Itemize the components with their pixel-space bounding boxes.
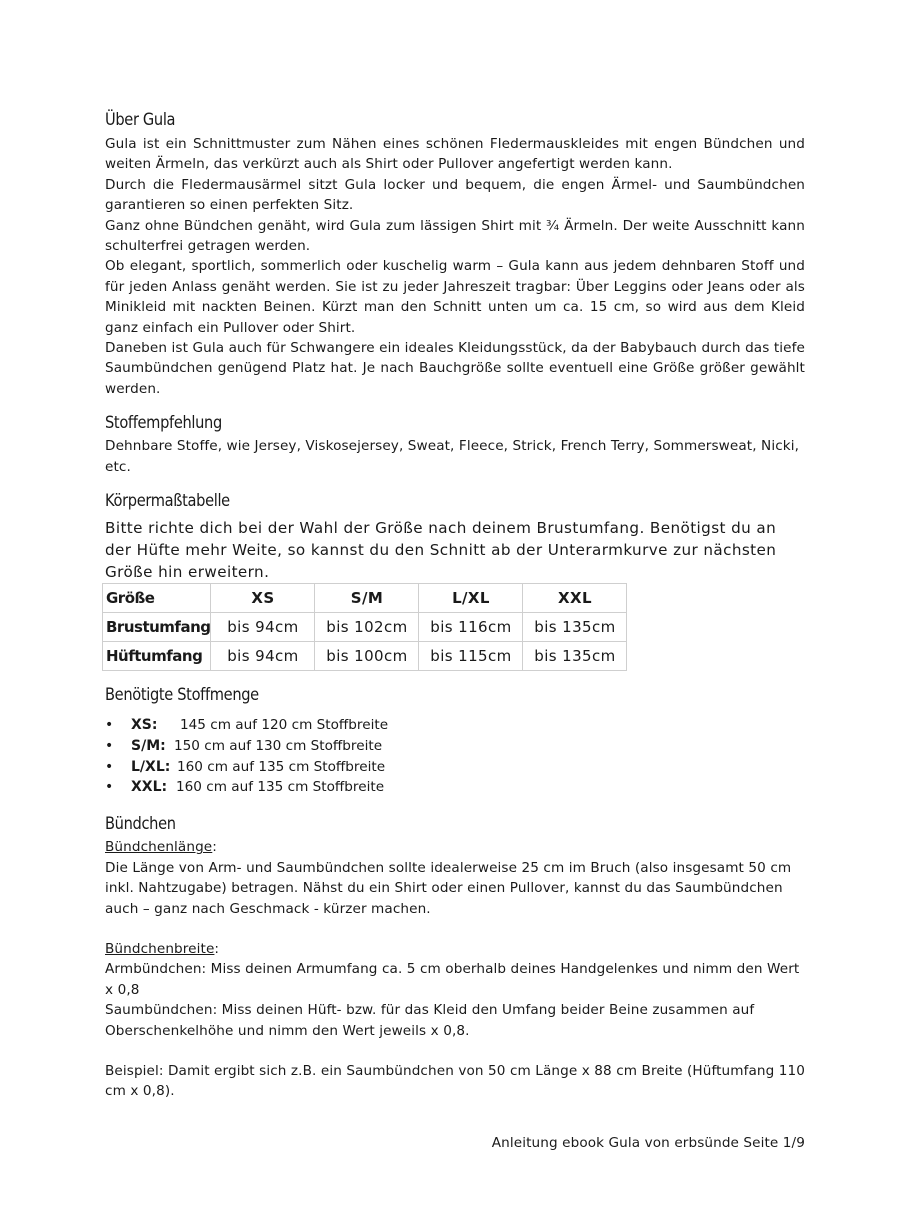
size-label: XXL: bbox=[131, 779, 168, 796]
subheading-buendchenlaenge bbox=[105, 837, 805, 857]
table-cell: bis 94cm bbox=[211, 613, 315, 642]
table-row bbox=[103, 642, 627, 671]
paragraph: Saumbündchen: Miss deinen Hüft- bzw. für das Kleid den Umfang beider Beine zusammen auf Oberschenkelhöhe und nimm den Wert jeweils x 0,8. bbox=[105, 1002, 755, 1039]
table-header-cell: Größe bbox=[103, 584, 211, 613]
list-item bbox=[105, 777, 805, 798]
table-cell: bis 116cm bbox=[419, 613, 523, 642]
paragraph: Armbündchen: Miss deinen Armumfang ca. 5 cm oberhalb deines Handgelenkes und nimm den Wert x 0,8 bbox=[105, 961, 800, 998]
paragraph: Gula ist ein Schnittmuster zum Nähen eines schönen Fledermauskleides mit engen Bündchen und weiten Ärmeln, das verkürzt auch als Shirt oder Pullover angefertigt werden kann. bbox=[105, 136, 805, 173]
bullet-icon: • bbox=[105, 758, 114, 775]
paragraph: Ganz ohne Bündchen genäht, wird Gula zum lässigen Shirt mit ¾ Ärmeln. Der weite Ausschnitt kann schulterfrei getragen werden. bbox=[105, 217, 805, 255]
bullet-icon: • bbox=[105, 717, 114, 734]
table-header-row bbox=[103, 584, 627, 613]
table-cell: bis 102cm bbox=[315, 613, 419, 642]
heading-stoffempfehlung: Stoffempfehlung bbox=[105, 413, 222, 434]
bullet-icon: • bbox=[105, 779, 114, 796]
list-item bbox=[105, 757, 805, 778]
subheading-colon: : bbox=[214, 940, 220, 957]
table-header-cell: XXL bbox=[523, 584, 627, 613]
paragraph: Die Länge von Arm- und Saumbündchen sollte idealerweise 25 cm im Bruch (also insgesamt 50 cm inkl. Nahtzugabe) betragen. Nähst du ein Shirt oder einen Pullover, kannst du das Saumbündchen auch – ganz nach Geschmack - kürzer machen. bbox=[105, 859, 792, 917]
subheading-label: Bündchenlänge bbox=[105, 839, 213, 856]
list-item-text: 160 cm auf 135 cm Stoffbreite bbox=[176, 779, 385, 796]
list-item bbox=[105, 736, 805, 757]
fabric-amount-list bbox=[105, 715, 805, 798]
bullet-icon: • bbox=[105, 737, 114, 754]
subheading-colon: : bbox=[212, 839, 217, 856]
paragraph: Dehnbare Stoffe, wie Jersey, Viskosejersey, Sweat, Fleece, Strick, French Terry, Sommersweat, Nicki, etc. bbox=[105, 438, 800, 475]
table-cell: Brustumfang bbox=[103, 613, 211, 642]
table-cell: Hüftumfang bbox=[103, 642, 211, 671]
size-table bbox=[102, 583, 627, 671]
size-label: XS: bbox=[131, 717, 158, 734]
heading-benoetigte-stoffmenge: Benötigte Stoffmenge bbox=[105, 685, 259, 706]
paragraph: Ob elegant, sportlich, sommerlich oder kuschelig warm – Gula kann aus jedem dehnbaren Stoff und für jeden Anlass genäht werden. Sie ist zu jeder Jahreszeit tragbar: Über Leggins oder Jeans oder als Minikleid mit nackten Beinen. Kürzt man den Schnitt unten um ca. 15 cm, so wird aus dem Kleid ganz einfach ein Pullover oder Shirt. bbox=[105, 258, 805, 336]
table-cell: bis 135cm bbox=[523, 613, 627, 642]
table-cell: bis 100cm bbox=[315, 642, 419, 671]
paragraph: Daneben ist Gula auch für Schwangere ein ideales Kleidungsstück, da der Babybauch durch das tiefe Saumbündchen genügend Platz hat. Je nach Bauchgröße sollte eventuell eine Größe größer gewählt werden. bbox=[105, 340, 805, 397]
table-cell: bis 135cm bbox=[523, 642, 627, 671]
size-label: S/M: bbox=[131, 737, 166, 754]
table-cell: bis 94cm bbox=[211, 642, 315, 671]
subheading-buendchenbreite bbox=[105, 939, 805, 959]
paragraph: Durch die Fledermausärmel sitzt Gula locker und bequem, die engen Ärmel- und Saumbündchen garantieren so einen perfekten Sitz. bbox=[105, 176, 805, 214]
table-header-cell: S/M bbox=[315, 584, 419, 613]
heading-ueber-gula: Über Gula bbox=[105, 110, 176, 130]
page-footer: Anleitung ebook Gula von erbsünde Seite 1/9 bbox=[491, 1135, 805, 1151]
list-item-text: 160 cm auf 135 cm Stoffbreite bbox=[177, 758, 386, 775]
subheading-label: Bündchenbreite bbox=[105, 940, 215, 957]
list-item-text: 150 cm auf 130 cm Stoffbreite bbox=[174, 737, 383, 754]
table-row bbox=[103, 613, 627, 642]
list-item bbox=[105, 715, 805, 736]
page-content bbox=[105, 110, 805, 1102]
heading-buendchen: Bündchen bbox=[105, 814, 176, 835]
heading-koerpermasstabelle: Körpermaßtabelle bbox=[105, 491, 230, 512]
list-item-text: 145 cm auf 120 cm Stoffbreite bbox=[180, 717, 389, 734]
table-header-cell: XS bbox=[211, 584, 315, 613]
size-label: L/XL: bbox=[131, 758, 171, 775]
paragraph: Beispiel: Damit ergibt sich z.B. ein Saumbündchen von 50 cm Länge x 88 cm Breite (Hüftumfang 110 cm x 0,8). bbox=[105, 1062, 806, 1100]
table-cell: bis 115cm bbox=[419, 642, 523, 671]
table-header-cell: L/XL bbox=[419, 584, 523, 613]
paragraph: Bitte richte dich bei der Wahl der Größe nach deinem Brustumfang. Benötigst du an der Hüfte mehr Weite, so kannst du den Schnitt ab der Unterarmkurve zur nächsten Größe hin erweitern. bbox=[105, 519, 777, 582]
